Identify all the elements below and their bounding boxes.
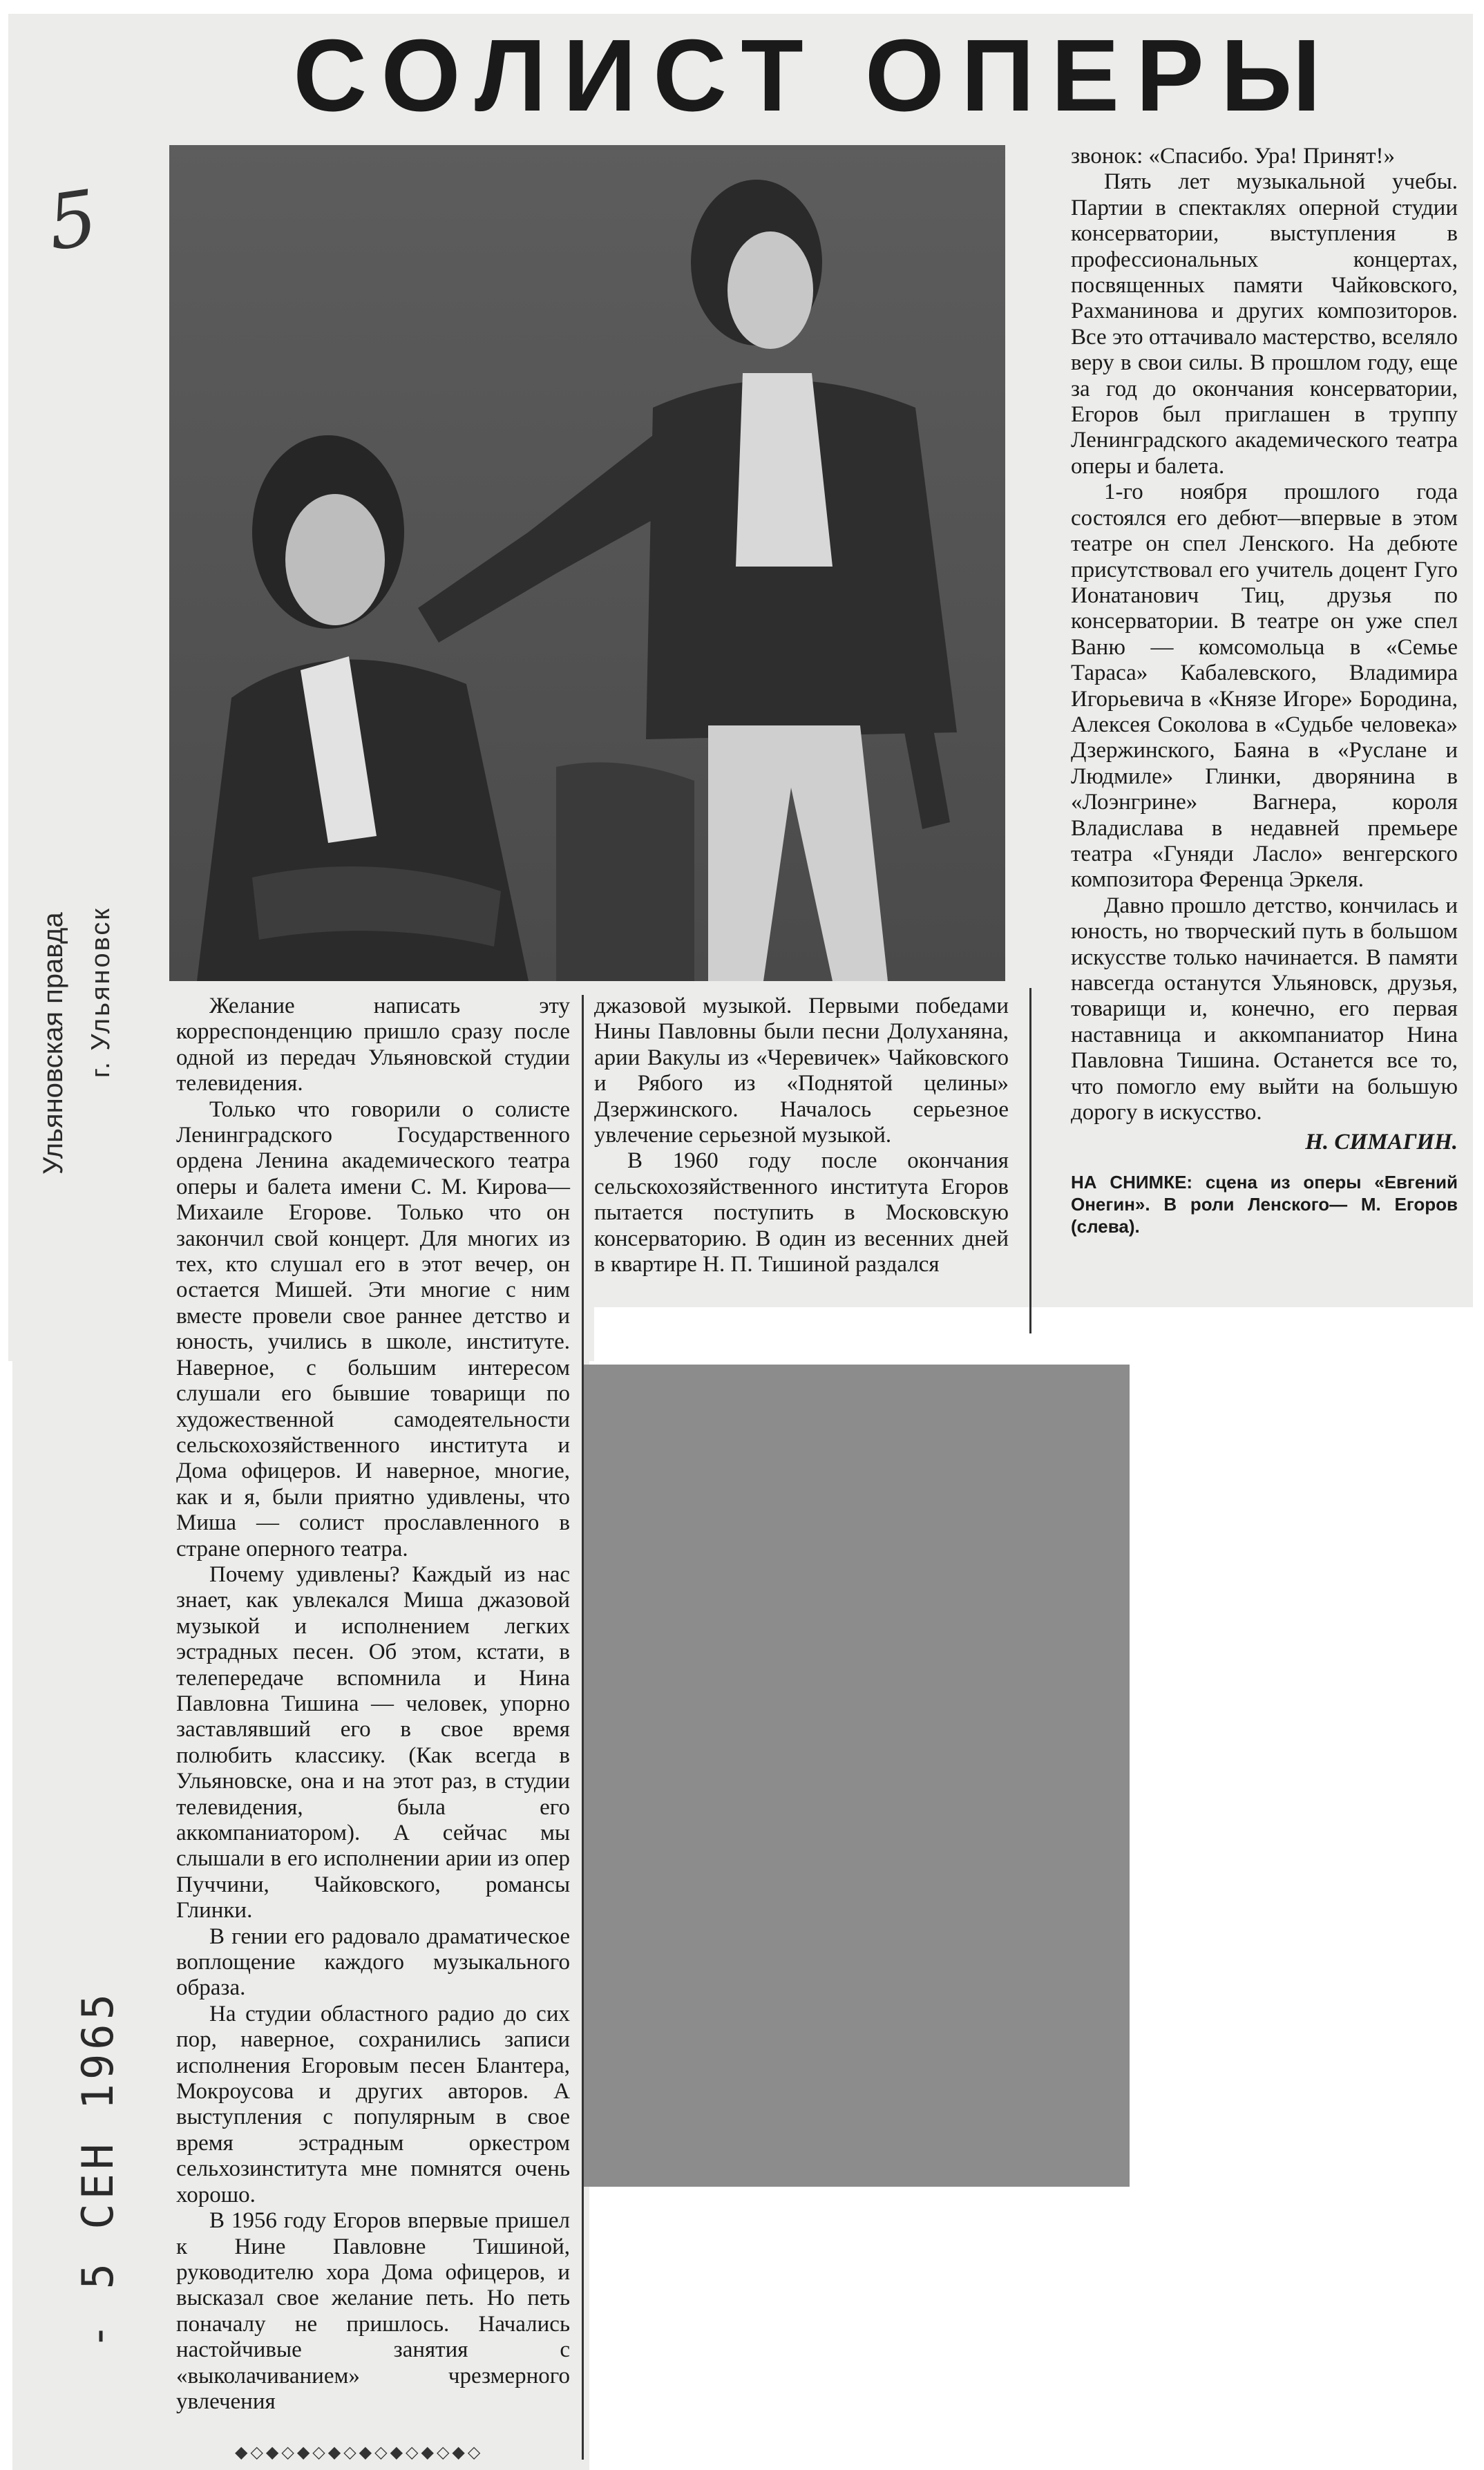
photo-caption: НА СНИМКЕ: сцена из оперы «Евгений Онегин». В роли Ленского— М. Егоров (слева). (1071, 1171, 1458, 1237)
paragraph: Давно прошло детство, кончилась и юность, но творческий путь в большом искусстве только начинается. В памяти навсегда останутся Ульяновск, друзья, товарищи и, конечно, его первая наставница и аккомпаниатор Нина Павловна Тишина. Останется все то, что помогло ему выйти на большую дорогу в искусство. (1071, 893, 1458, 1125)
article-column-3 (1071, 144, 1458, 1346)
paragraph: В 1960 году после окончания сельскохозяйственного института Егоров пытается поступить в Московскую консерваторию. В один из весенних дней в квартире Н. П. Тишиной раздался (594, 1148, 1009, 1277)
paragraph: Только что говорили о солисте Ленинградского Государственного ордена Ленина академического театра оперы и балета имени С. М. Кирова—Михаиле Егорове. Только что он закончил свой концерт. Для многих из тех, кто слушал его в этот вечер, он остается Мишей. Эти многие с ним вместе провели свое раннее детство и юность, учились в школе, институте. Наверное, с большим интересом слушали его бывшие товарищи по художественной самодеятельности сельскохозяйственного института и Дома офицеров. И наверное, многие, как и я, были приятно удивлены, что Миша — солист прославленного в стране оперного театра. (176, 1096, 570, 1561)
paragraph: 1-го ноября прошлого года состоялся его дебют—впервые в этом театре он спел Ленского. На дебюте присутствовал его учитель доцент Гуго Ионатанович Тиц, друзья по консерватории. В театре он уже спел Ваню — комсомольца в «Семье Тараса» Кабалевского, Владимира Игорьевича в «Князе Игоре» Бородина, Алексея Соколова в «Судьбе человека» Дзержинского, Баяна в «Руслане и Людмиле» Глинки, дворянина в «Лоэнгрине» Вагнера, короля Владислава в недавней премьере театра «Гуняди Ласло» венгерского композитора Ференца Эркеля. (1071, 479, 1458, 893)
headline: СОЛИСТ ОПЕРЫ (293, 19, 1338, 133)
paragraph: звонок: «Спасибо. Ура! Принят!» (1071, 144, 1396, 169)
background-gap (584, 1365, 1130, 2187)
author-signature: Н. СИМАГИН. (1305, 1130, 1458, 1155)
paragraph: Почему удивлены? Каждый из нас знает, как увлекался Миша джазовой музыкой и исполнением легких эстрадных песен. Об этом, кстати, в телепередаче вспомнила и Нина Павловна Тишина — человек, упорно заставлявший его в свое время полюбить классику. (Как всегда в Ульяновске, она и на этот раз, в студии телевидения, была его аккомпаниатором). А сейчас мы слышали в его исполнении арии из опер Пуччини, Чайковского, романсы Глинки. (176, 1561, 570, 1923)
paragraph: На студии областного радио до сих пор, наверное, сохранились записи исполнения Егоровым песен Блантера, Мокроусова и других авторов. А выступления с популярным в свое время эстрадным оркестром сельхозинститута мне помнятся очень хорошо. (176, 2001, 570, 2207)
column-divider (1029, 988, 1031, 1333)
opera-scene-photo (169, 145, 1005, 981)
paragraph: В 1956 году Егоров впервые пришел к Нине Павловне Тишиной, руководителю хора Дома офицеров, и высказал свое желание петь. Но петь поначалу не пришлось. Начались настойчивые занятия с «выколачиванием» чрезмерного увлечения (176, 2208, 570, 2414)
ornament-rule: ◆◇◆◇◆◇◆◇◆◇◆◇◆◇◆◇ (235, 2444, 484, 2462)
date-stamp: - 5 СЕН 1965 (73, 1990, 123, 2349)
paragraph: В гении его радовало драматическое воплощение каждого музыкального образа. (176, 1923, 570, 2001)
column-divider (582, 995, 584, 2460)
paragraph: Желание написать эту корреспонденцию пришло сразу после одной из передач Ульяновской студии телевидения. (176, 994, 570, 1096)
paragraph: Пять лет музыкальной учебы. Партии в спектаклях оперной студии консерватории, выступления в профессиональных концертах, посвященных памяти Чайковского, Рахманинова и других композиторов. Все это оттачивало мастерство, вселяло веру в свои силы. В прошлом году, еще за год до окончания консерватории, Егоров был приглашен в труппу Ленинградского академического театра оперы и балета. (1071, 169, 1458, 479)
newspaper-name: Ульяновская правда (38, 912, 68, 1175)
opera-scene-illustration (169, 145, 1005, 981)
article-column-2 (594, 994, 1009, 1339)
newspaper-city: г. Ульяновск (86, 906, 115, 1078)
handwritten-mark: 5 (42, 173, 103, 268)
article-column-1 (176, 994, 570, 2438)
paragraph: джазовой музыкой. Первыми победами Нины Павловны были песни Долуханяна, арии Вакулы из «Черевичек» Чайковского и Рябого из «Поднятой целины» Дзержинского. Началось серьезное увлечение серьезной музыкой. (594, 994, 1009, 1148)
